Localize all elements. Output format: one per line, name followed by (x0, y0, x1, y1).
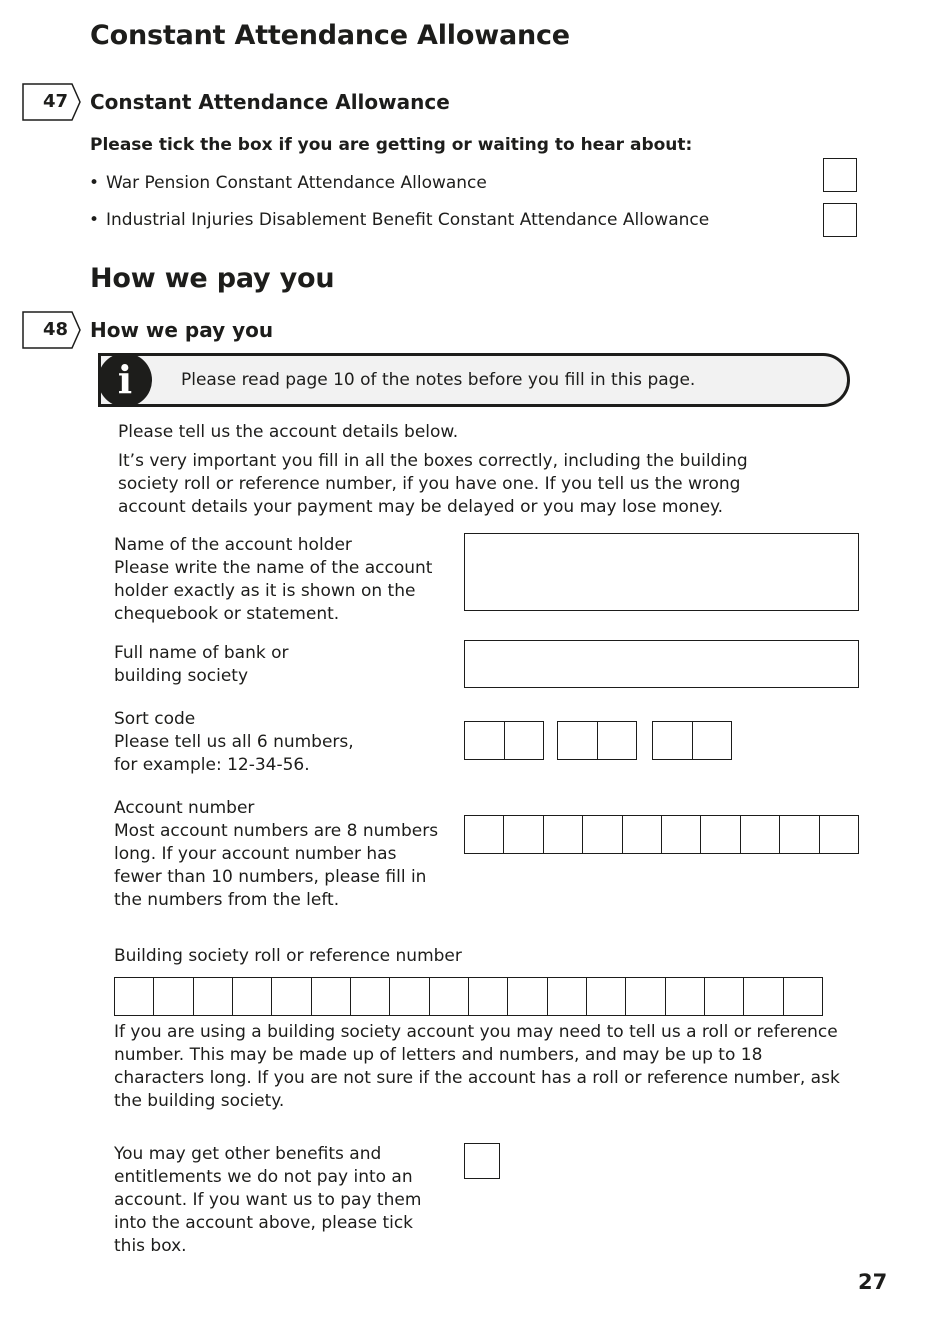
roll-number-char[interactable] (233, 978, 272, 1015)
account-number-digit[interactable] (662, 816, 701, 853)
info-text: Please read page 10 of the notes before you fill in this page. (181, 370, 696, 390)
bank-name-input[interactable] (464, 640, 859, 688)
account-number-help: Most account numbers are 8 numbers long. If your account number has fewer than 10 numbers, please fill in the numbers from the left. (114, 821, 439, 910)
roll-number-char[interactable] (115, 978, 154, 1015)
account-number-digit[interactable] (701, 816, 740, 853)
account-number-digit[interactable] (741, 816, 780, 853)
sort-code-digit[interactable] (558, 722, 598, 759)
sort-code-pair-2[interactable] (557, 721, 637, 760)
account-number-digit[interactable] (780, 816, 819, 853)
intro-text-1: Please tell us the account details below. (118, 422, 459, 442)
info-banner (98, 353, 850, 407)
sort-code-digit[interactable] (693, 722, 732, 759)
question-47-instruction: Please tick the box if you are getting or waiting to hear about: (90, 135, 693, 155)
account-number-digit[interactable] (544, 816, 583, 853)
question-number-48 (22, 311, 98, 349)
question-number-label: 48 (42, 319, 68, 340)
account-holder-input[interactable] (464, 533, 859, 611)
roll-number-char[interactable] (430, 978, 469, 1015)
roll-number-label: Building society roll or reference number (114, 946, 462, 966)
roll-number-char[interactable] (666, 978, 705, 1015)
account-number-digit[interactable] (465, 816, 504, 853)
sort-code-digit[interactable] (505, 722, 544, 759)
account-number-digit[interactable] (583, 816, 622, 853)
roll-number-input[interactable] (114, 977, 823, 1016)
account-holder-label: Name of the account holder (114, 535, 352, 555)
account-holder-help: Please write the name of the account holder exactly as it is shown on the chequebook or statement. (114, 558, 433, 624)
sort-code-pair-3[interactable] (652, 721, 732, 760)
war-pension-checkbox[interactable] (823, 158, 857, 192)
page-number: 27 (858, 1270, 888, 1294)
sort-code-label: Sort code (114, 709, 196, 729)
sort-code-digit[interactable] (598, 722, 637, 759)
roll-number-char[interactable] (351, 978, 390, 1015)
account-number-digit[interactable] (623, 816, 662, 853)
sort-code-help: Please tell us all 6 numbers, for example: 12-34-56. (114, 732, 354, 775)
account-number-digit[interactable] (820, 816, 858, 853)
roll-number-char[interactable] (154, 978, 193, 1015)
roll-number-char[interactable] (705, 978, 744, 1015)
question-48-title: How we pay you (90, 318, 274, 342)
industrial-injuries-checkbox[interactable] (823, 203, 857, 237)
roll-number-char[interactable] (744, 978, 783, 1015)
roll-number-char[interactable] (548, 978, 587, 1015)
info-icon: i (98, 353, 152, 407)
page-title: Constant Attendance Allowance (90, 20, 570, 51)
other-benefits-checkbox[interactable] (464, 1143, 500, 1179)
question-number-47 (22, 83, 98, 121)
roll-number-char[interactable] (587, 978, 626, 1015)
roll-number-help: If you are using a building society account you may need to tell us a roll or reference number. This may be made up of letters and numbers, and may be up to 18 characters long. If you are not sure if the account has a roll or reference number, ask the building society. (114, 1022, 840, 1111)
question-47-title: Constant Attendance Allowance (90, 90, 450, 114)
account-number-input[interactable] (464, 815, 859, 854)
option-war-pension: • War Pension Constant Attendance Allowance (106, 172, 487, 195)
option-industrial-injuries: • Industrial Injuries Disablement Benefit Constant Attendance Allowance (106, 209, 709, 232)
question-number-label: 47 (42, 91, 68, 112)
roll-number-char[interactable] (194, 978, 233, 1015)
account-number-label: Account number (114, 798, 255, 818)
roll-number-char[interactable] (272, 978, 311, 1015)
roll-number-char[interactable] (626, 978, 665, 1015)
other-benefits-text: You may get other benefits and entitlements we do not pay into an account. If you want us to pay them into the account above, please tick this box. (114, 1144, 422, 1256)
roll-number-char[interactable] (390, 978, 429, 1015)
sort-code-pair-1[interactable] (464, 721, 544, 760)
sort-code-digit[interactable] (465, 722, 505, 759)
sort-code-digit[interactable] (653, 722, 693, 759)
account-number-digit[interactable] (504, 816, 543, 853)
roll-number-char[interactable] (469, 978, 508, 1015)
roll-number-char[interactable] (784, 978, 822, 1015)
roll-number-char[interactable] (312, 978, 351, 1015)
section-title-how-we-pay: How we pay you (90, 263, 335, 294)
bank-name-label: Full name of bank or building society (114, 643, 289, 686)
intro-text-2: It’s very important you fill in all the boxes correctly, including the building society roll or reference number, if you have one. If you tell us the wrong account details your payment may be delayed or you may lose money. (118, 451, 748, 517)
roll-number-char[interactable] (508, 978, 547, 1015)
